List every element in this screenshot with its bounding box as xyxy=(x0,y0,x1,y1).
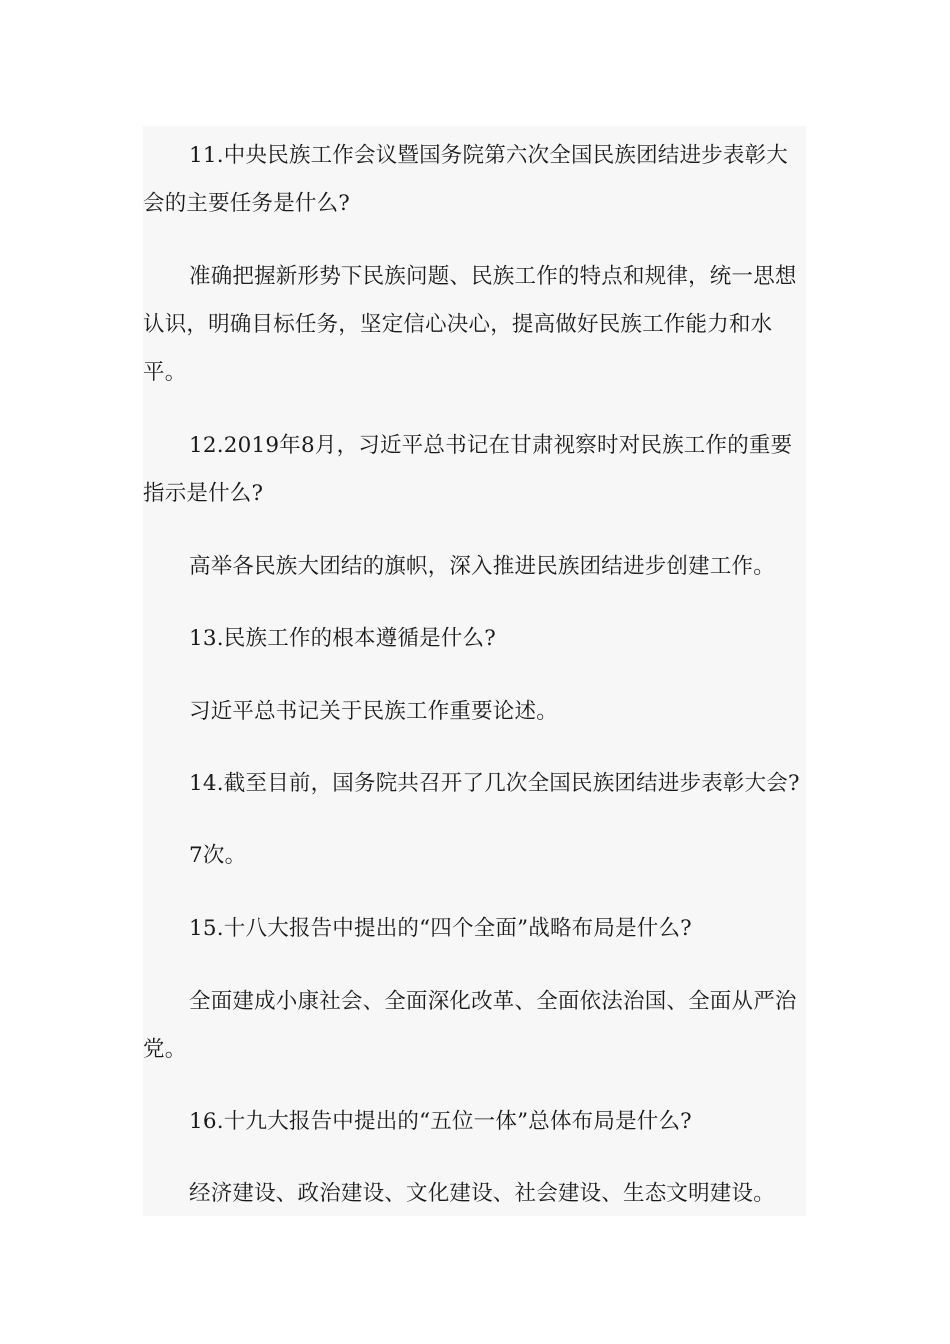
question-14: 14.截至目前，国务院共召开了几次全国民族团结进步表彰大会? xyxy=(189,771,800,796)
question-16: 16.十九大报告中提出的“五位一体”总体布局是什么? xyxy=(189,1109,692,1134)
answer-14: 7次。 xyxy=(189,843,247,868)
answer-12: 高举各民族大团结的旗帜，深入推进民族团结进步创建工作。 xyxy=(189,554,775,579)
question-13: 13.民族工作的根本遵循是什么? xyxy=(189,626,496,651)
answer-13: 习近平总书记关于民族工作重要论述。 xyxy=(189,699,558,724)
answer-16: 经济建设、政治建设、文化建设、社会建设、生态文明建设。 xyxy=(189,1181,775,1206)
question-11: 11.中央民族工作会议暨国务院第六次全国民族团结进步表彰大会的主要任务是什么? xyxy=(143,143,788,216)
question-12: 12.2019年8月，习近平总书记在甘肃视察时对民族工作的重要指示是什么? xyxy=(143,433,793,506)
document-body xyxy=(143,126,806,1216)
answer-11: 准确把握新形势下民族问题、民族工作的特点和规律，统一思想认识，明确目标任务，坚定信心决心，提高做好民族工作能力和水平。 xyxy=(143,264,797,385)
answer-15: 全面建成小康社会、全面深化改革、全面依法治国、全面从严治党。 xyxy=(143,989,797,1062)
question-15: 15.十八大报告中提出的“四个全面”战略布局是什么? xyxy=(189,916,692,941)
